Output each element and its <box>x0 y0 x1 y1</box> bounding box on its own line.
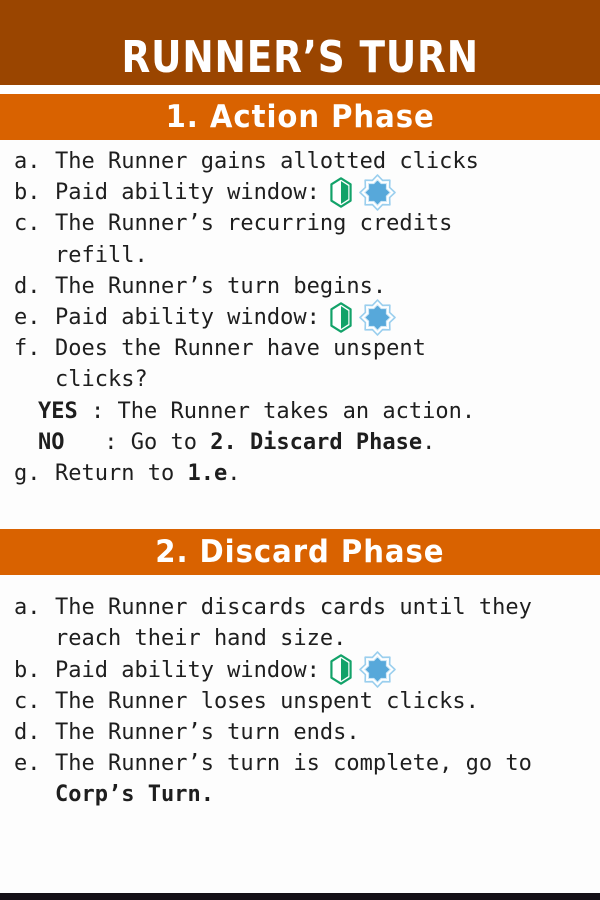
item-marker: b. <box>14 180 41 206</box>
item-text-line1: The Runner’s recurring credits <box>55 211 453 237</box>
phase-2-ref: 2. Discard Phase <box>210 429 423 455</box>
item-marker: a. <box>14 149 41 174</box>
click-icon <box>359 299 396 336</box>
phase-1-list <box>0 140 600 489</box>
phase-2-heading: 2. Discard Phase <box>155 533 445 570</box>
item-text: The Runner’s turn begins. <box>55 273 387 299</box>
yes-label: YES <box>38 398 78 424</box>
list-item-1d <box>14 271 594 302</box>
list-item-no <box>14 427 594 458</box>
phase-1-heading: 1. Action Phase <box>165 98 435 135</box>
item-marker: d. <box>14 273 41 299</box>
item-text-line1: The Runner discards cards until they <box>55 595 532 621</box>
list-item-2c <box>14 686 594 717</box>
list-item-2d <box>14 717 594 748</box>
no-text-post: . <box>422 429 436 455</box>
list-item-1g <box>14 458 594 489</box>
divider <box>0 85 600 94</box>
corp-turn-ref: Corp’s Turn. <box>55 782 214 808</box>
item-marker: f. <box>14 336 41 362</box>
item-text <box>55 177 594 208</box>
item-text-line2: refill. <box>55 242 148 268</box>
item-text-label: Paid ability window: <box>55 657 320 683</box>
item-marker: a. <box>14 595 41 621</box>
item-text: The Runner gains allotted clicks <box>55 149 479 174</box>
item-text-line2: reach their hand size. <box>55 626 347 652</box>
yes-text: : The Runner takes an action. <box>77 398 476 424</box>
item-text-line1: Does the Runner have unspent <box>55 336 426 362</box>
item-text: The Runner’s turn ends. <box>55 720 360 746</box>
item-text-label: Paid ability window: <box>55 180 320 206</box>
no-label: NO <box>38 429 65 455</box>
item-text <box>55 208 594 270</box>
item-text <box>55 458 594 489</box>
page-title: RUNNER’S TURN <box>121 32 479 83</box>
phase-1-header <box>0 94 600 140</box>
item-text-line2: clicks? <box>55 367 148 393</box>
list-item-1b <box>14 177 594 208</box>
no-text-pre: : Go to <box>64 429 211 455</box>
bottom-band <box>0 893 600 900</box>
phase-2-list <box>0 575 600 810</box>
credit-icon <box>330 302 352 333</box>
g-text-pre: Return to <box>55 461 188 487</box>
list-item-1a <box>14 146 594 177</box>
item-text <box>55 592 594 654</box>
item-text <box>55 655 594 686</box>
click-icon <box>359 174 396 211</box>
item-marker: b. <box>14 657 41 683</box>
list-item-2e <box>14 748 594 810</box>
item-text <box>55 302 594 333</box>
item-marker: g. <box>14 461 41 487</box>
title-band <box>0 0 600 85</box>
item-marker: c. <box>14 688 41 714</box>
list-item-yes <box>14 396 594 427</box>
item-marker: e. <box>14 751 41 777</box>
list-item-1c <box>14 208 594 270</box>
item-marker: e. <box>14 305 41 331</box>
g-text-post: . <box>227 461 241 487</box>
item-text <box>55 748 594 810</box>
list-item-1f <box>14 333 594 395</box>
credit-icon <box>330 177 352 208</box>
item-marker: d. <box>14 720 41 746</box>
list-item-1e <box>14 302 594 333</box>
phase-2-header <box>0 529 600 575</box>
step-1e-ref: 1.e <box>187 461 228 487</box>
click-icon <box>359 651 396 688</box>
section-gap <box>0 489 600 529</box>
item-text: The Runner loses unspent clicks. <box>55 688 479 714</box>
item-text-line1: The Runner’s turn is complete, go to <box>55 751 532 777</box>
list-item-2a <box>14 592 594 654</box>
item-marker: c. <box>14 211 41 237</box>
list-item-2b <box>14 655 594 686</box>
item-text <box>55 333 594 395</box>
credit-icon <box>330 654 352 685</box>
item-text-label: Paid ability window: <box>55 305 320 331</box>
